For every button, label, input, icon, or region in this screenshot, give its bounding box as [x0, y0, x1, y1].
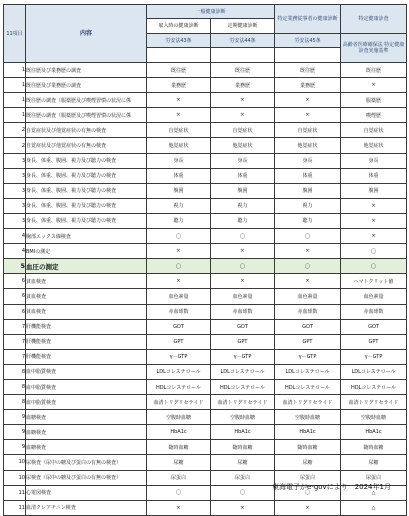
- cell-specific: GOT: [341, 319, 407, 334]
- cell-specific: LDLコレステロール: [341, 364, 407, 379]
- row-number: 3: [4, 198, 26, 213]
- cell-special: 業務歴: [275, 78, 341, 93]
- cell-periodic: 身長: [211, 153, 275, 168]
- header-general-group: 一般健康診断: [147, 5, 275, 19]
- table-row: [4, 410, 407, 425]
- cell-special: GPT: [275, 334, 341, 349]
- cell-special: 既往歴: [275, 63, 341, 78]
- cell-periodic: ×: [211, 108, 275, 123]
- header-spacer: [147, 48, 211, 63]
- table-row: [4, 364, 407, 379]
- table-row: [4, 334, 407, 349]
- cell-special: ×: [275, 274, 341, 289]
- cell-specific: ×: [341, 78, 407, 93]
- row-number: 10: [4, 455, 26, 470]
- cell-hire: 〇: [147, 485, 211, 500]
- table-row: [4, 440, 407, 455]
- row-number: 6: [4, 289, 26, 304]
- cell-hire: 聴力: [147, 213, 211, 228]
- row-number: 1: [4, 63, 26, 78]
- cell-special: 〇: [275, 259, 341, 274]
- row-item: 血糖検査: [26, 410, 147, 425]
- cell-specific: 尿糖: [341, 455, 407, 470]
- cell-special: GOT: [275, 319, 341, 334]
- cell-periodic: GPT: [211, 334, 275, 349]
- table-row: [4, 168, 407, 183]
- header-item: 内容: [26, 5, 147, 63]
- cell-periodic: HbA1c: [211, 425, 275, 440]
- cell-specific: ×: [341, 229, 407, 244]
- table-row: [4, 289, 407, 304]
- row-number: 1: [4, 78, 26, 93]
- row-item: 身長、体重、腹囲、視力及び聴力の検査: [26, 183, 147, 198]
- row-item: 貧血検査: [26, 274, 147, 289]
- row-item: 心電図検査: [26, 485, 147, 500]
- cell-specific: 他覚症状: [341, 138, 407, 153]
- cell-special: LDLコレステロール: [275, 364, 341, 379]
- table-row: [4, 63, 407, 78]
- cell-specific: △: [341, 485, 407, 500]
- header-hire: 雇入時の健康診断: [147, 19, 211, 34]
- cell-special: 自覚症状: [275, 123, 341, 138]
- header-specific-law: 高齢者医療確保法 特定健康診査実施基準: [341, 34, 407, 63]
- row-item: 胸部エックス線検査: [26, 229, 147, 244]
- cell-hire: 尿蛋白: [147, 470, 211, 485]
- table-row: [4, 244, 407, 259]
- cell-hire: 空腹時血糖: [147, 410, 211, 425]
- cell-periodic: 空腹時血糖: [211, 410, 275, 425]
- cell-hire: 腹囲: [147, 183, 211, 198]
- cell-hire: ×: [147, 500, 211, 515]
- cell-hire: 体重: [147, 168, 211, 183]
- cell-specific: 既往歴: [341, 63, 407, 78]
- cell-hire: 既往歴: [147, 63, 211, 78]
- cell-specific: γ－GTP: [341, 349, 407, 364]
- table-row: [4, 500, 407, 515]
- cell-hire: 視力: [147, 198, 211, 213]
- row-number: 4: [4, 244, 26, 259]
- row-number: 2: [4, 123, 26, 138]
- cell-hire: 〇: [147, 229, 211, 244]
- row-number: 7: [4, 334, 26, 349]
- row-number: 8: [4, 395, 26, 410]
- table-row: [4, 198, 407, 213]
- cell-periodic: 腹囲: [211, 183, 275, 198]
- cell-specific: ×: [341, 213, 407, 228]
- row-number: 8: [4, 364, 26, 379]
- header-special-law: 労安法45条: [275, 34, 341, 48]
- row-item: 自覚症状及び他覚症状の有無の検査: [26, 138, 147, 153]
- cell-special: 尿糖: [275, 455, 341, 470]
- cell-hire: HbA1c: [147, 425, 211, 440]
- cell-hire: 血色素量: [147, 289, 211, 304]
- cell-special: HDLコレステロール: [275, 379, 341, 394]
- row-number: 11: [4, 485, 26, 500]
- cell-specific: 赤血球数: [341, 304, 407, 319]
- cell-hire: γ－GTP: [147, 349, 211, 364]
- row-item: 自覚症状及び他覚症状の有無の検査: [26, 123, 147, 138]
- table-body: [4, 5, 407, 516]
- cell-periodic: 尿糖: [211, 455, 275, 470]
- cell-specific: 身長: [341, 153, 407, 168]
- cell-periodic: ×: [211, 93, 275, 108]
- row-item: 血糖検査: [26, 425, 147, 440]
- header-periodic: 定期健康診断: [211, 19, 275, 34]
- cell-special: ×: [275, 244, 341, 259]
- row-number: 10: [4, 470, 26, 485]
- row-number: 2: [4, 138, 26, 153]
- cell-specific: 空腹時血糖: [341, 410, 407, 425]
- cell-special: ×: [275, 500, 341, 515]
- cell-specific: 血清トリグリセライド: [341, 395, 407, 410]
- table-row: [4, 213, 407, 228]
- cell-periodic: 〇: [211, 259, 275, 274]
- row-item: 血中脂質検査: [26, 379, 147, 394]
- row-item: 貧血検査: [26, 289, 147, 304]
- cell-specific: ヘマトクリット値: [341, 274, 407, 289]
- cell-specific: HDLコレステロール: [341, 379, 407, 394]
- cell-special: 血清トリグリセライド: [275, 395, 341, 410]
- cell-hire: GPT: [147, 334, 211, 349]
- table-row: [4, 259, 407, 274]
- cell-hire: LDLコレステロール: [147, 364, 211, 379]
- cell-periodic: 既往歴: [211, 63, 275, 78]
- cell-periodic: 血清トリグリセライド: [211, 395, 275, 410]
- table-row: [4, 108, 407, 123]
- row-number: 3: [4, 168, 26, 183]
- cell-periodic: GOT: [211, 319, 275, 334]
- cell-periodic: HDLコレステロール: [211, 379, 275, 394]
- health-check-table: [3, 4, 407, 516]
- cell-specific: 随時血糖: [341, 440, 407, 455]
- row-number: 7: [4, 319, 26, 334]
- table-row: [4, 93, 407, 108]
- cell-special: γ－GTP: [275, 349, 341, 364]
- cell-hire: 随時血糖: [147, 440, 211, 455]
- header-no: 11項目: [4, 5, 26, 63]
- row-number: 9: [4, 425, 26, 440]
- cell-specific: 血色素量: [341, 289, 407, 304]
- table-row: [4, 425, 407, 440]
- cell-hire: ×: [147, 93, 211, 108]
- cell-special: HbA1c: [275, 425, 341, 440]
- cell-specific: HbA1c: [341, 425, 407, 440]
- table-row: [4, 304, 407, 319]
- cell-special: 随時血糖: [275, 440, 341, 455]
- cell-hire: 尿糖: [147, 455, 211, 470]
- row-number: 6: [4, 274, 26, 289]
- table-row: [4, 349, 407, 364]
- cell-specific: 〇: [341, 259, 407, 274]
- table-row: [4, 379, 407, 394]
- cell-periodic: 〇: [211, 485, 275, 500]
- cell-hire: 業務歴: [147, 78, 211, 93]
- cell-periodic: 他覚症状: [211, 138, 275, 153]
- row-item: 血中脂質検査: [26, 364, 147, 379]
- cell-specific: GPT: [341, 334, 407, 349]
- cell-periodic: ×: [211, 500, 275, 515]
- cell-periodic: ×: [211, 274, 275, 289]
- cell-specific: 〇: [341, 244, 407, 259]
- cell-hire: HDLコレステロール: [147, 379, 211, 394]
- cell-specific: ×: [341, 198, 407, 213]
- cell-special: 血色素量: [275, 289, 341, 304]
- cell-hire: 〇: [147, 259, 211, 274]
- table-row: [4, 183, 407, 198]
- row-number: 7: [4, 349, 26, 364]
- row-item: BMIの測定: [26, 244, 147, 259]
- row-item: 尿検査（尿中の糖及び蛋白の有無の検査）: [26, 455, 147, 470]
- cell-periodic: 業務歴: [211, 78, 275, 93]
- cell-special: 空腹時血糖: [275, 410, 341, 425]
- row-item: 身長、体重、腹囲、視力及び聴力の検査: [26, 153, 147, 168]
- cell-periodic: 聴力: [211, 213, 275, 228]
- row-number: 11: [4, 500, 26, 515]
- row-number: 1: [4, 93, 26, 108]
- table-row: [4, 319, 407, 334]
- row-item: 血糖検査: [26, 440, 147, 455]
- cell-periodic: 血色素量: [211, 289, 275, 304]
- cell-specific: 尿蛋白: [341, 470, 407, 485]
- cell-specific: 体重: [341, 168, 407, 183]
- cell-periodic: ×: [211, 244, 275, 259]
- cell-periodic: 〇: [211, 229, 275, 244]
- row-item: 身長、体重、腹囲、視力及び聴力の検査: [26, 198, 147, 213]
- cell-special: 他覚症状: [275, 138, 341, 153]
- cell-special: ×: [275, 93, 341, 108]
- cell-hire: 他覚症状: [147, 138, 211, 153]
- row-number: 8: [4, 379, 26, 394]
- cell-hire: 血清トリグリセライド: [147, 395, 211, 410]
- table-row: [4, 153, 407, 168]
- row-item: 肝機能検査: [26, 349, 147, 364]
- table-row: [4, 274, 407, 289]
- header-periodic-law: 労安法44条: [211, 34, 275, 48]
- cell-specific: 服薬歴: [341, 93, 407, 108]
- row-item: 肝機能検査: [26, 319, 147, 334]
- table-row: [4, 229, 407, 244]
- cell-specific: 腹囲: [341, 183, 407, 198]
- header-spacer: [275, 48, 341, 63]
- row-number: 6: [4, 304, 26, 319]
- cell-special: 視力: [275, 198, 341, 213]
- cell-periodic: 随時血糖: [211, 440, 275, 455]
- table-row: [4, 78, 407, 93]
- cell-hire: 赤血球数: [147, 304, 211, 319]
- cell-periodic: γ－GTP: [211, 349, 275, 364]
- cell-periodic: 自覚症状: [211, 123, 275, 138]
- cell-hire: ×: [147, 274, 211, 289]
- row-number: 3: [4, 153, 26, 168]
- row-item: 既往歴及び業務歴の調査: [26, 63, 147, 78]
- row-item: 血中脂質検査: [26, 395, 147, 410]
- row-item: 身長、体重、腹囲、視力及び聴力の検査: [26, 168, 147, 183]
- table-row: [4, 138, 407, 153]
- cell-specific: △: [341, 500, 407, 515]
- row-item: 肝機能検査: [26, 334, 147, 349]
- cell-periodic: 尿蛋白: [211, 470, 275, 485]
- cell-hire: 身長: [147, 153, 211, 168]
- cell-special: 身長: [275, 153, 341, 168]
- cell-specific: 喫煙歴: [341, 108, 407, 123]
- row-item: 既往歴及び業務歴の調査: [26, 78, 147, 93]
- header-spacer: [211, 48, 275, 63]
- row-item: 身長、体重、腹囲、視力及び聴力の検査: [26, 213, 147, 228]
- cell-hire: GOT: [147, 319, 211, 334]
- cell-special: 腹囲: [275, 183, 341, 198]
- cell-special: 赤血球数: [275, 304, 341, 319]
- row-item: 既往歴の調査（服薬歴及び喫煙習慣の状況に係: [26, 93, 147, 108]
- header-specific: 特定健康診査: [341, 5, 407, 34]
- row-item: 貧血検査: [26, 304, 147, 319]
- header-special: 特定業務従事者の健康診断: [275, 5, 341, 34]
- cell-hire: 自覚症状: [147, 123, 211, 138]
- cell-special: 聴力: [275, 213, 341, 228]
- cell-specific: 自覚症状: [341, 123, 407, 138]
- cell-special: ×: [275, 108, 341, 123]
- cell-special: 尿蛋白: [275, 470, 341, 485]
- cell-periodic: 赤血球数: [211, 304, 275, 319]
- row-item: 既往歴の調査（服薬歴及び喫煙習慣の状況に係: [26, 108, 147, 123]
- cell-special: 体重: [275, 168, 341, 183]
- row-number: 5: [4, 259, 26, 274]
- cell-periodic: LDLコレステロール: [211, 364, 275, 379]
- table-row: [4, 395, 407, 410]
- row-item: 血圧の測定: [26, 259, 147, 274]
- row-number: 1: [4, 108, 26, 123]
- table-row: [4, 455, 407, 470]
- footer-credit: 東海電子がe-govにより 2024年1月: [272, 483, 391, 491]
- cell-hire: ×: [147, 108, 211, 123]
- table-row: [4, 123, 407, 138]
- cell-special: 〇: [275, 485, 341, 500]
- row-item: 尿検査（尿中の糖及び蛋白の有無の検査）: [26, 470, 147, 485]
- cell-periodic: 視力: [211, 198, 275, 213]
- cell-special: 〇: [275, 229, 341, 244]
- row-number: 4: [4, 229, 26, 244]
- row-number: 9: [4, 410, 26, 425]
- row-number: 3: [4, 213, 26, 228]
- row-number: 3: [4, 183, 26, 198]
- cell-hire: ×: [147, 244, 211, 259]
- row-number: 9: [4, 440, 26, 455]
- row-item: 血清クレアチニン検査: [26, 500, 147, 515]
- cell-periodic: 体重: [211, 168, 275, 183]
- header-hire-law: 労安法43条: [147, 34, 211, 48]
